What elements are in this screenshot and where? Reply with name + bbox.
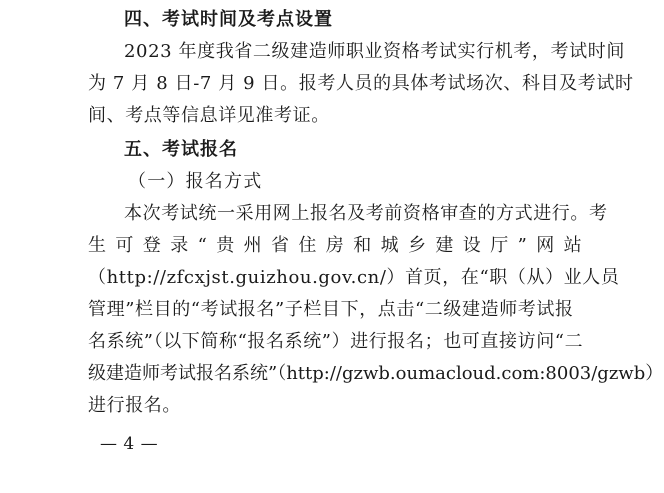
page-number: — 4 — [100, 434, 159, 454]
paragraph-line: 级建造师考试报名系统”（http://gzwb.oumacloud.com:8003/gzwb） [88, 363, 664, 384]
paragraph-line: 2023 年度我省二级建造师职业资格考试实行机考，考试时间 [124, 41, 625, 62]
paragraph-line: 生可登录“贵州省住房和城乡建设厅”网站 [88, 235, 592, 256]
paragraph-line: （http://zfcxjst.guizhou.gov.cn/）首页，在“职（从）业人员 [88, 267, 620, 288]
paragraph-line: 管理”栏目的“考试报名”子栏目下，点击“二级建造师考试报 [88, 299, 574, 320]
paragraph-line: 为 7 月 8 日-7 月 9 日。报考人员的具体考试场次、科目及考试时 [88, 73, 634, 94]
paragraph-line: 名系统”（以下简称“报名系统”）进行报名；也可直接访问“二 [88, 331, 584, 352]
section-heading-exam-time: 四、考试时间及考点设置 [124, 9, 333, 30]
paragraph-line: 间、考点等信息详见准考证。 [88, 105, 330, 126]
subsection-heading-registration-method: （一）报名方式 [128, 171, 263, 192]
section-heading-registration: 五、考试报名 [124, 139, 238, 160]
paragraph-line: 本次考试统一采用网上报名及考前资格审查的方式进行。考 [124, 203, 608, 224]
paragraph-line: 进行报名。 [88, 395, 181, 416]
